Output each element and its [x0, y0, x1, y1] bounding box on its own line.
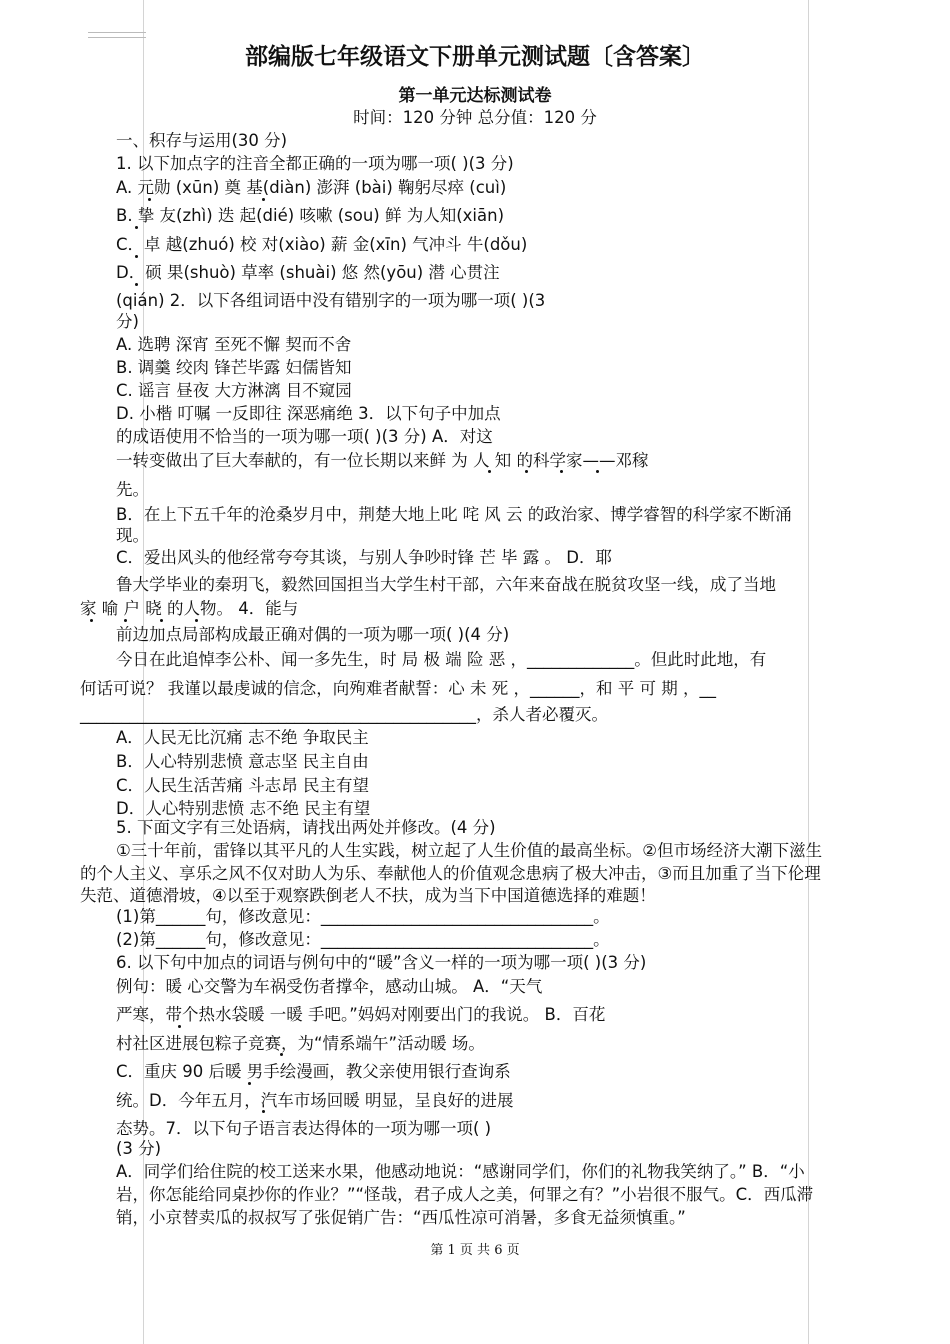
text-line: 的个人主义、享乐之风不仅对助人为乐、奉献他人的价值观念患病了极大冲击，③而且加重了当下伦理	[80, 864, 821, 883]
text-line: 今日在此追悼李公朴、闻一多先生，时 局 极 端 险 恶 ，_____________。但此时此地，有	[116, 650, 767, 669]
text-line: 前边加点局部构成最正确对偶的一项为哪一项( )(4 分)	[116, 625, 510, 644]
text-line: (1)第______句，修改意见：_________________________________。	[116, 907, 610, 926]
text-line: (qián) 2．以下各组词语中没有错别字的一项为哪一项( )(3	[116, 291, 546, 310]
emphasis-dot	[488, 470, 491, 473]
text-line: 一、积存与运用(30 分)	[116, 131, 288, 150]
emphasis-dot	[262, 198, 265, 201]
text-line: (2)第______句，修改意见：_________________________________。	[116, 930, 610, 949]
right-margin-line	[808, 0, 809, 1344]
text-line: D．人心特别悲愤 志不绝 民主有望	[116, 799, 371, 818]
emphasis-dot	[560, 470, 563, 473]
emphasis-dot	[135, 283, 138, 286]
text-line: 分)	[116, 312, 139, 331]
text-line: ①三十年前，雷锋以其平凡的人生实践，树立起了人生价值的最高坐标。②但市场经济大潮下滋生	[116, 841, 823, 860]
text-line: C．爱出风头的他经常夸夸其谈，与别人争吵时锋 芒 毕 露 。 D．耶	[116, 548, 612, 567]
text-line: B. 调羹 绞肉 锋芒毕露 妇儒皆知	[116, 358, 352, 377]
emphasis-dot	[596, 470, 599, 473]
text-line: 态势。7．以下句子语言表达得体的一项为哪一项( )	[116, 1119, 492, 1138]
page-footer: 第 1 页 共 6 页	[430, 1243, 520, 1258]
unit-subtitle: 第一单元达标测试卷	[398, 86, 552, 106]
text-line: 严寒，带个热水袋暖 一暖 手吧。”妈妈对刚要出门的我说。 B．百花	[116, 1005, 606, 1024]
text-line: 的成语使用不恰当的一项为哪一项( )(3 分) A．对这	[116, 427, 493, 446]
text-line: 统。D．今年五月，汽车市场回暖 明显，呈良好的进展	[116, 1091, 514, 1110]
text-line: C．人民生活苦痛 斗志昂 民主有望	[116, 776, 370, 795]
text-line: 村社区进展包粽子竞赛，为“情系端午”活动暖 场。	[116, 1034, 485, 1053]
text-line: (3 分)	[116, 1139, 162, 1158]
emphasis-dot	[195, 619, 198, 622]
page-title: 部编版七年级语文下册单元测试题〔含答案〕	[245, 44, 705, 70]
text-line: ________________________________________________，杀人者必覆灭。	[80, 705, 608, 724]
emphasis-dot	[148, 198, 151, 201]
emphasis-dot	[248, 1082, 251, 1085]
text-line: 家 喻 户 晓 的人物。 4．能与	[80, 599, 299, 618]
corner-mark	[88, 32, 146, 38]
text-line: C. 谣言 昼夜 大方淋漓 目不窥园	[116, 381, 352, 400]
emphasis-dot	[124, 619, 127, 622]
emphasis-dot	[262, 1110, 265, 1113]
text-line: 6. 以下句中加点的词语与例句中的“暖”含义一样的一项为哪一项( )(3 分)	[116, 953, 647, 972]
text-line: 何话可说？ 我谨以最虔诚的信念，向殉难者献誓：心 未 死 ，______，和 平 可 期 ，__	[80, 679, 716, 698]
text-line: B．人心特别悲愤 意志坚 民主自由	[116, 752, 369, 771]
text-line: 岩，你怎能给同桌抄你的作业？”“怪哉，君子成人之美，何罪之有？”小岩很不服气。C．西瓜滞	[116, 1185, 814, 1204]
text-line: B. 挚 友(zhì) 迭 起(dié) 咳嗽 (sou) 鲜 为人知(xiān)	[116, 206, 504, 225]
text-line: A. 选聘 深宵 至死不懈 契而不舍	[116, 335, 352, 354]
text-line: C．卓 越(zhuó) 校 对(xiào) 薪 金(xīn) 气冲斗 牛(dǒu)	[116, 235, 528, 254]
exam-meta: 时间：120 分钟 总分值：120 分	[353, 108, 597, 127]
text-line: 鲁大学毕业的秦玥飞，毅然回国担当大学生村干部，六年来奋战在脱贫攻坚一线，成了当地	[116, 575, 776, 594]
emphasis-dot	[178, 1025, 181, 1028]
text-line: A. 元勋 (xūn) 奠 基(diàn) 澎湃 (bài) 鞠躬尽瘁 (cuì)	[116, 178, 507, 197]
text-line: 销，小京替卖瓜的叔叔写了张促销广告：“西瓜性凉可消暑，多食无益须慎重。”	[116, 1208, 686, 1227]
emphasis-dot	[160, 619, 163, 622]
text-line: 先。	[116, 480, 149, 499]
text-line: 1. 以下加点字的注音全都正确的一项为哪一项( )(3 分)	[116, 154, 514, 173]
text-line: D．硕 果(shuò) 草率 (shuài) 悠 然(yōu) 潜 心贯注	[116, 263, 500, 282]
text-line: 失范、道德滑坡，④以至于观察跌倒老人不扶，成为当下中国道德选择的难题！	[80, 886, 656, 905]
text-line: A．同学们给住院的校工送来水果，他感动地说：“感谢同学们，你们的礼物我笑纳了。” B．“小	[116, 1162, 805, 1181]
text-line: A．人民无比沉痛 志不绝 争取民主	[116, 728, 369, 747]
text-line: 现。	[116, 526, 149, 545]
emphasis-dot	[525, 470, 528, 473]
text-line: B．在上下五千年的沧桑岁月中，荆楚大地上叱 咤 风 云 的政治家、博学睿智的科学家不断涌	[116, 505, 792, 524]
emphasis-dot	[135, 226, 138, 229]
text-line: C．重庆 90 后暖 男手绘漫画，教父亲使用银行查询系	[116, 1062, 511, 1081]
text-line: 例句：暖 心交警为车祸受伤者撑伞，感动山城。 A．“天气	[116, 977, 543, 996]
text-line: 一转变做出了巨大奉献的，有一位长期以来鲜 为 人 知 的科学家——邓稼	[116, 451, 649, 470]
text-line: D. 小楷 叮嘱 一反即往 深恶痛绝 3．以下句子中加点	[116, 404, 501, 423]
emphasis-dot	[90, 619, 93, 622]
text-line: 5. 下面文字有三处语病，请找出两处并修改。(4 分)	[116, 818, 496, 837]
emphasis-dot	[280, 1053, 283, 1056]
emphasis-dot	[135, 255, 138, 258]
